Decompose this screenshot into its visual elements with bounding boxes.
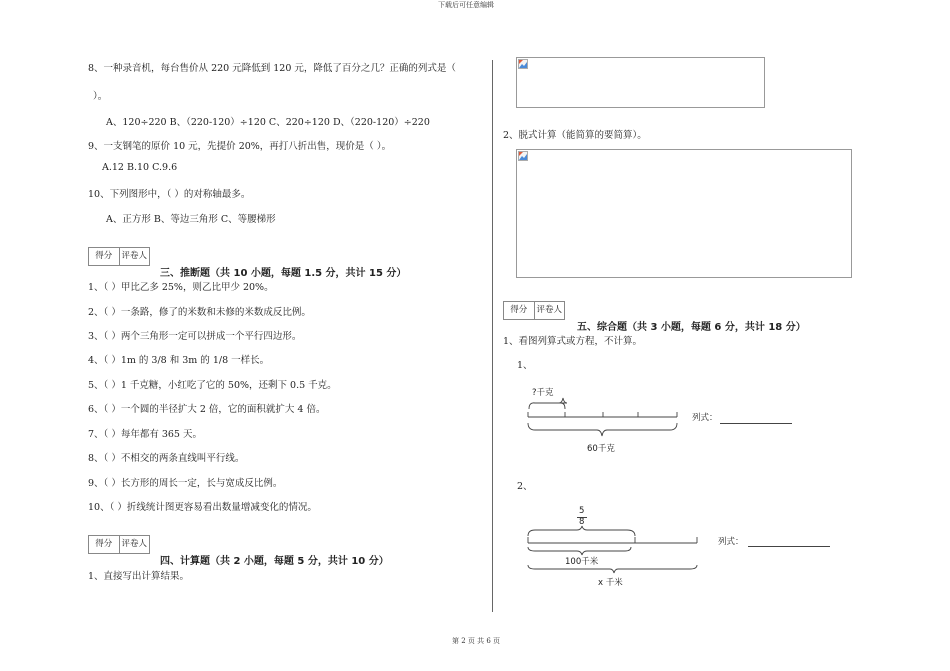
- footer-page: 第 2 页 共 6 页: [452, 637, 501, 645]
- list-item: 7、（ ）每年都有 365 天。: [88, 429, 202, 440]
- q9-line1: 9、一支钢笔的原价 10 元，先提价 20%，再打八折出售，现价是（ ）。: [88, 141, 392, 152]
- reviewer-label: 评卷人: [121, 251, 147, 261]
- image-placeholder-1: [516, 57, 765, 108]
- fig2-bottom-label: 100千米: [565, 557, 599, 567]
- calc2-title: 2、脱式计算（能简算的要简算）。: [503, 130, 647, 141]
- section5-sub1: 1、: [517, 360, 533, 371]
- list-item: 3、（ ）两个三角形一定可以拼成一个平行四边形。: [88, 331, 302, 342]
- fig1-top-label: ?千克: [532, 388, 554, 398]
- broken-image-icon: [518, 59, 528, 69]
- fig2-formula-label: 列式：: [718, 537, 744, 547]
- section5-title: 五、综合题（共 3 小题，每题 6 分，共计 18 分）: [577, 322, 806, 333]
- q9-options: A.12 B.10 C.9.6: [102, 162, 178, 173]
- fig1-diagram: [525, 395, 685, 440]
- fig1-answer-line: [720, 423, 792, 424]
- column-divider: [492, 60, 493, 612]
- q8-options: A、120÷220 B、（220-120）÷120 C、220÷120 D、（220-120）÷220: [106, 117, 430, 128]
- q10-options: A、正方形 B、等边三角形 C、等腰梯形: [106, 214, 276, 225]
- broken-image-icon: [518, 151, 528, 161]
- score-label: 得分: [89, 536, 120, 553]
- score-label: 得分: [504, 302, 535, 319]
- score-box: [88, 535, 150, 554]
- list-item: 8、（ ）不相交的两条直线叫平行线。: [88, 453, 245, 464]
- list-item: 4、（ ）1m 的 3/8 和 3m 的 1/8 一样长。: [88, 355, 270, 366]
- fig2-diagram: [525, 525, 705, 565]
- score-label: 得分: [89, 248, 120, 265]
- score-box: [88, 247, 150, 266]
- section4-title: 四、计算题（共 2 小题，每题 5 分，共计 10 分）: [160, 556, 389, 567]
- fig1-formula-label: 列式：: [692, 413, 718, 423]
- section3-title: 三、推断题（共 10 小题，每题 1.5 分，共计 15 分）: [160, 268, 407, 279]
- fig2-answer-line: [748, 546, 830, 547]
- reviewer-label: 评卷人: [536, 305, 562, 315]
- list-item: 6、（ ）一个圆的半径扩大 2 倍，它的面积就扩大 4 倍。: [88, 404, 326, 415]
- section5-sub2: 2、: [517, 481, 533, 492]
- list-item: 1、（ ）甲比乙多 25%，则乙比甲少 20%。: [88, 282, 274, 293]
- image-placeholder-2: [516, 149, 852, 278]
- fig2-bottom-label2: x 千米: [598, 578, 623, 588]
- q8-line1: 8、一种录音机，每台售价从 220 元降低到 120 元，降低了百分之几？正确的列式是（: [88, 63, 456, 74]
- q10-line1: 10、下列图形中，（ ）的对称轴最多。: [88, 189, 251, 200]
- list-item: 5、（ ）1 千克糖，小红吃了它的 50%，还剩下 0.5 千克。: [88, 380, 337, 391]
- section5-item1: 1、看图列算式或方程，不计算。: [503, 336, 643, 347]
- reviewer-label: 评卷人: [121, 539, 147, 549]
- header-note: 下载后可任意编辑: [438, 1, 494, 9]
- section4-item1: 1、直接写出计算结果。: [88, 571, 190, 582]
- fig2-frac-num: 5: [579, 506, 585, 516]
- list-item: 2、（ ）一条路，修了的米数和未修的米数成反比例。: [88, 307, 311, 318]
- list-item: 10、（ ）折线统计图更容易看出数量增减变化的情况。: [88, 502, 317, 513]
- fig1-bottom-label: 60千克: [587, 444, 615, 454]
- fig2-frac-den: 8: [579, 517, 585, 527]
- list-item: 9、（ ）长方形的周长一定，长与宽成反比例。: [88, 478, 283, 489]
- q8-line2: ）。: [93, 91, 108, 102]
- score-box: [503, 301, 565, 320]
